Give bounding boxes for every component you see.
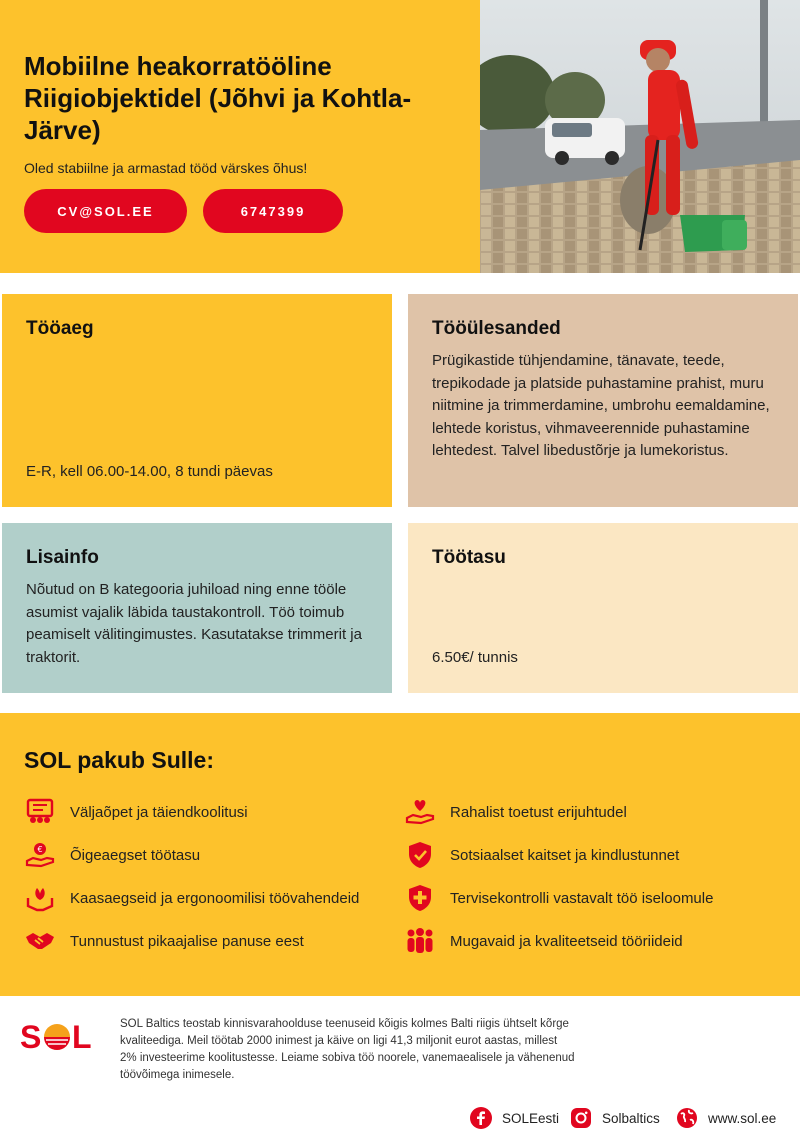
benefit-label: Rahalist toetust erijuhtudel	[450, 803, 627, 821]
facebook-label: SOLEesti	[502, 1110, 560, 1126]
training-icon	[24, 796, 56, 828]
benefit-item	[404, 839, 679, 871]
benefit-item	[404, 925, 683, 957]
salary-title: Töötasu	[432, 547, 506, 568]
page-subtitle: Oled stabiilne ja armastad tööd värskes õhus!	[24, 160, 308, 176]
facebook-icon	[470, 1107, 492, 1129]
heart-hand-icon	[404, 796, 436, 828]
benefit-item	[404, 796, 627, 828]
benefit-item	[24, 839, 200, 871]
page-title: Mobiilne heakorratööline Riigiobjektidel (Jõhvi ja Kohtla-Järve)	[24, 51, 412, 145]
info-text: Nõutud on B kategooria juhiload ning enne tööle asumist vajalik läbida taustakontroll. Töö toimub peamiselt välitingimustes. Kasutatakse trimmerit ja traktorit.	[26, 581, 362, 666]
tasks-text: Prügikastide tühjendamine, tänavate, teede, trepikodade ja platside puhastamine prahist, muru niitmine ja trimmerdamine, umbrohu eemaldamine, lehtede koristus, vihmaveerennide puhastamine lehtedest. Talvel libedustõrje ja lumekoristus.	[432, 352, 770, 459]
benefit-label: Sotsiaalset kaitset ja kindlustunnet	[450, 846, 680, 864]
worktime-title: Tööaeg	[26, 318, 94, 339]
svg-text:L: L	[72, 1019, 92, 1054]
shield-check-icon	[404, 839, 436, 871]
tasks-title: Tööülesanded	[432, 318, 561, 339]
benefit-item	[24, 925, 304, 957]
instagram-label: Solbaltics	[602, 1110, 660, 1126]
benefit-label: Väljaõpet ja täiendkoolitusi	[70, 803, 248, 821]
shield-cross-icon	[404, 882, 436, 914]
benefits-title: SOL pakub Sulle:	[24, 747, 214, 773]
salary-text: 6.50€/ tunnis	[432, 648, 518, 666]
plant-hand-icon	[24, 882, 56, 914]
worker-photo	[480, 0, 800, 273]
benefits-section	[0, 713, 800, 996]
info-title: Lisainfo	[26, 547, 99, 568]
worktime-text: E-R, kell 06.00-14.00, 8 tundi päevas	[26, 462, 273, 480]
benefit-label: Tervisekontrolli vastavalt töö iseloomule	[450, 889, 714, 907]
salary-card	[408, 523, 798, 693]
benefit-label: Tunnustust pikaajalise panuse eest	[70, 932, 304, 950]
email-button[interactable]: CV@SOL.EE	[24, 189, 187, 233]
website-label: www.sol.ee	[708, 1110, 777, 1126]
facebook-link[interactable]	[470, 1107, 559, 1129]
benefit-item	[404, 882, 713, 914]
svg-text:€: €	[37, 845, 43, 854]
instagram-link[interactable]	[570, 1107, 660, 1129]
about-text: SOL Baltics teostab kinnisvarahoolduse teenuseid kõigis kolmes Balti riigis ühtselt kõrge kvaliteediga. Meil töötab 2000 inimest ja käive on ligi 41,3 miljonit eurot aastas, millest 2% investeerime koolitustesse. Leiame sobiva töö noorele, vanemaealisele ja vähenenud töövõimega inimesele.	[120, 1018, 575, 1081]
benefit-item	[24, 796, 248, 828]
tasks-card	[408, 294, 798, 507]
benefit-item	[24, 882, 359, 914]
worktime-card	[2, 294, 392, 507]
phone-button[interactable]: 6747399	[203, 189, 343, 233]
instagram-icon	[570, 1107, 592, 1129]
euro-hand-icon	[24, 839, 56, 871]
benefit-label: Kaasaegseid ja ergonoomilisi töövahendeid	[70, 889, 360, 907]
sol-logo	[20, 1018, 102, 1054]
info-card	[2, 523, 392, 693]
handshake-icon	[24, 925, 56, 957]
footer	[0, 996, 800, 1139]
benefit-label: Õigeaegset töötasu	[70, 846, 201, 864]
svg-text:S: S	[20, 1019, 41, 1054]
team-icon	[404, 925, 436, 957]
globe-icon	[676, 1107, 698, 1129]
benefit-label: Mugavaid ja kvaliteetseid tööriideid	[450, 932, 683, 950]
website-link[interactable]	[676, 1107, 776, 1129]
